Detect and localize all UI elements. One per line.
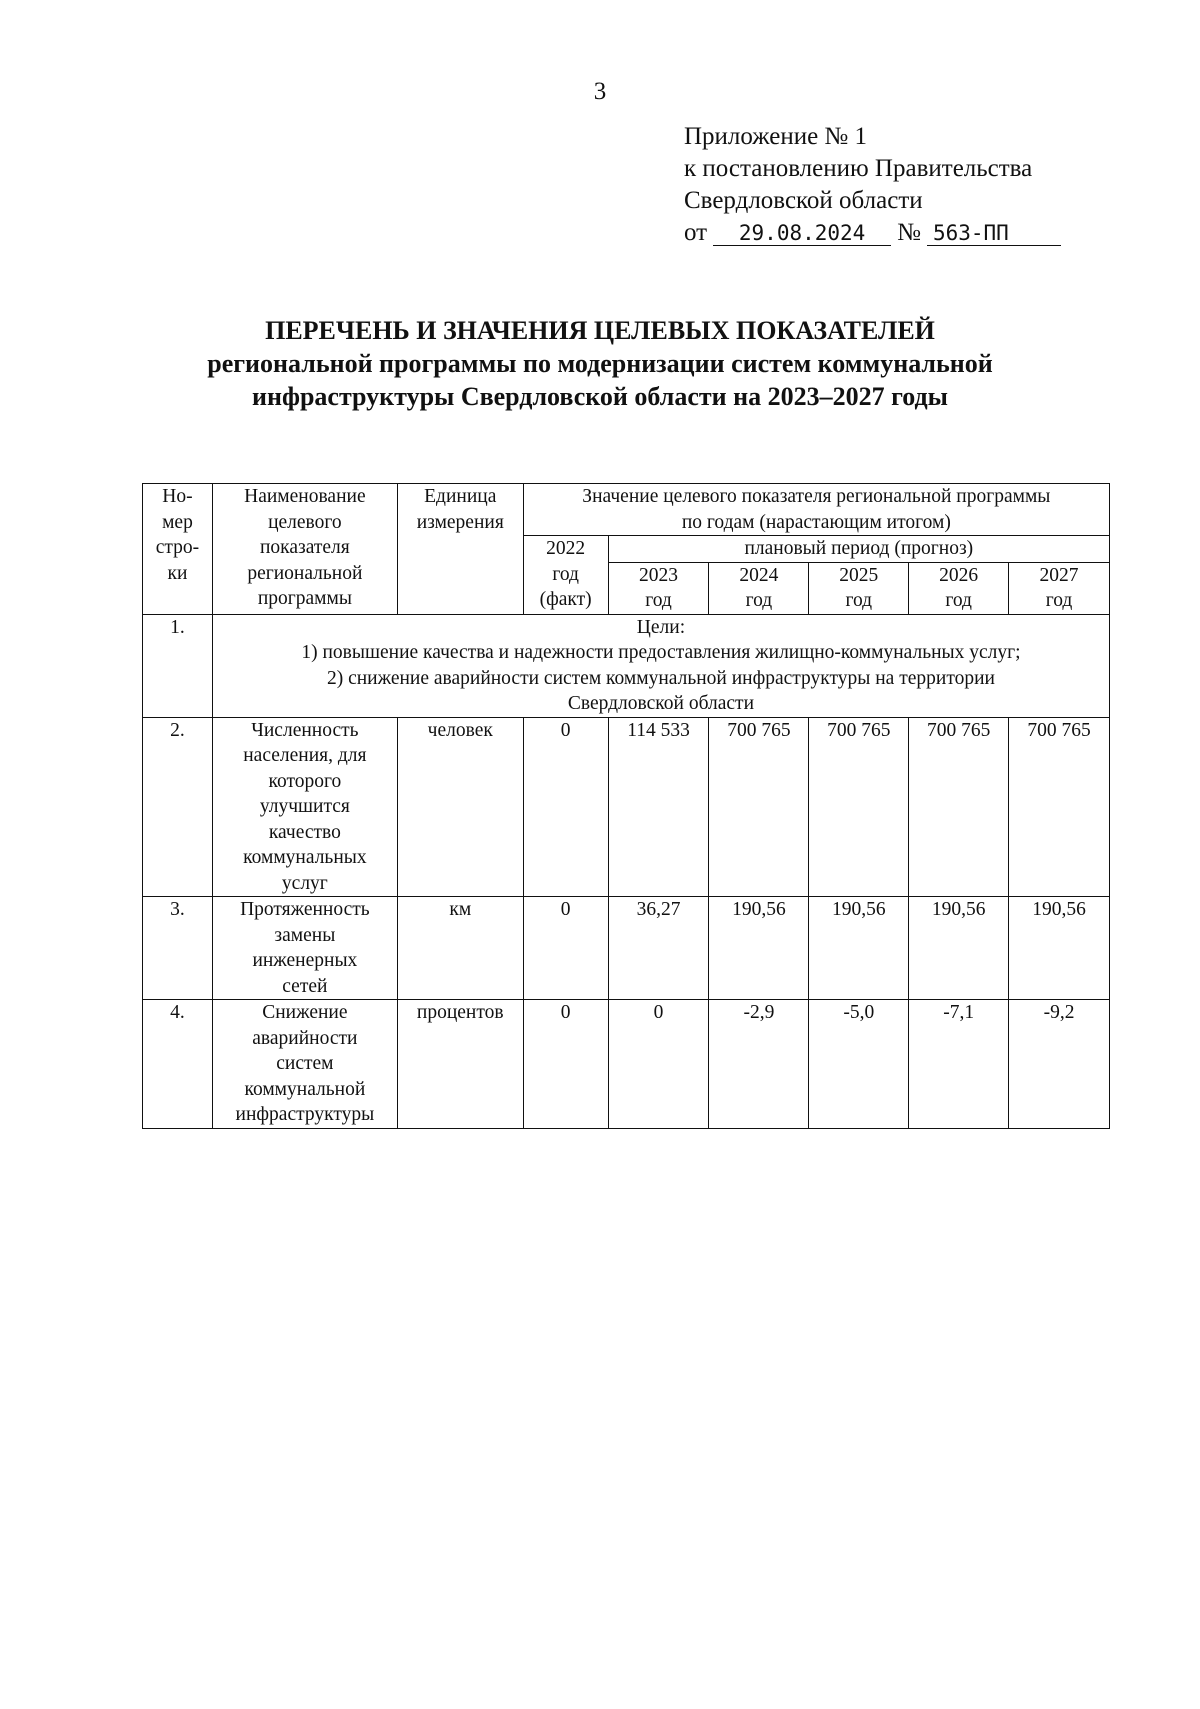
title-line-3: инфраструктуры Свердловской области на 2023–2027 годы [252,382,948,411]
page-number: 3 [593,78,607,105]
unit-cell: км [397,897,523,1000]
unit-cell: человек [397,717,523,897]
appendix-line-2: к постановлению Правительства [684,155,1033,182]
header-values: Значение целевого показателя региональной программы по годам (нарастающим итогом) [523,484,1109,536]
indicator-name: Снижение аварийности систем коммунальной инфраструктуры [212,1000,397,1129]
value-2023: 114 533 [608,717,709,897]
header-year-2024: 2024 год [709,562,809,614]
table-row [143,897,1110,1000]
appendix-block [684,121,1061,249]
header-indicator-name: Наименование целевого показателя региональной программы [212,484,397,615]
appendix-line-1: Приложение № 1 [684,123,868,150]
appendix-line-3: Свердловской области [684,187,923,214]
header-plan-period: плановый период (прогноз) [608,536,1109,563]
value-2027: 190,56 [1009,897,1110,1000]
indicators-table [142,483,1110,1129]
title-line-1: ПЕРЕЧЕНЬ И ЗНАЧЕНИЯ ЦЕЛЕВЫХ ПОКАЗАТЕЛЕЙ [265,316,935,345]
header-row-1 [143,484,1110,536]
unit-cell: процентов [397,1000,523,1129]
value-2025: -5,0 [809,1000,909,1129]
document-number: 563-ПП [927,221,1061,246]
value-2026: 700 765 [909,717,1009,897]
value-2022: 0 [523,897,608,1000]
header-unit: Единица измерения [397,484,523,615]
indicator-name: Численность населения, для которого улучшится качество коммунальных услуг [212,717,397,897]
goals-text: Цели: 1) повышение качества и надежности предоставления жилищно-коммунальных услуг; 2) снижение аварийности систем коммунальной инфраструктуры на территории Свердловской области [212,614,1109,717]
value-2027: 700 765 [1009,717,1110,897]
value-2024: -2,9 [709,1000,809,1129]
table-row [143,1000,1110,1129]
document-date: 29.08.2024 [713,221,891,246]
value-2023: 36,27 [608,897,709,1000]
goals-row-number: 1. [143,614,213,717]
table-row-goals [143,614,1110,717]
number-prefix: № [897,219,921,246]
value-2026: -7,1 [909,1000,1009,1129]
row-number: 2. [143,717,213,897]
header-year-2025: 2025 год [809,562,909,614]
document-title [0,314,1200,413]
appendix-date-line [684,217,1061,249]
value-2024: 190,56 [709,897,809,1000]
header-year-2026: 2026 год [909,562,1009,614]
value-2025: 700 765 [809,717,909,897]
row-number: 3. [143,897,213,1000]
date-prefix: от [684,219,708,246]
title-line-2: региональной программы по модернизации систем коммунальной [207,349,993,378]
value-2027: -9,2 [1009,1000,1110,1129]
value-2023: 0 [608,1000,709,1129]
value-2024: 700 765 [709,717,809,897]
header-row-number: Но- мер стро- ки [143,484,213,615]
value-2026: 190,56 [909,897,1009,1000]
header-year-2027: 2027 год [1009,562,1110,614]
row-number: 4. [143,1000,213,1129]
header-fact-2022: 2022 год (факт) [523,536,608,615]
value-2022: 0 [523,1000,608,1129]
table-row [143,717,1110,897]
header-year-2023: 2023 год [608,562,709,614]
value-2025: 190,56 [809,897,909,1000]
indicator-name: Протяженность замены инженерных сетей [212,897,397,1000]
value-2022: 0 [523,717,608,897]
